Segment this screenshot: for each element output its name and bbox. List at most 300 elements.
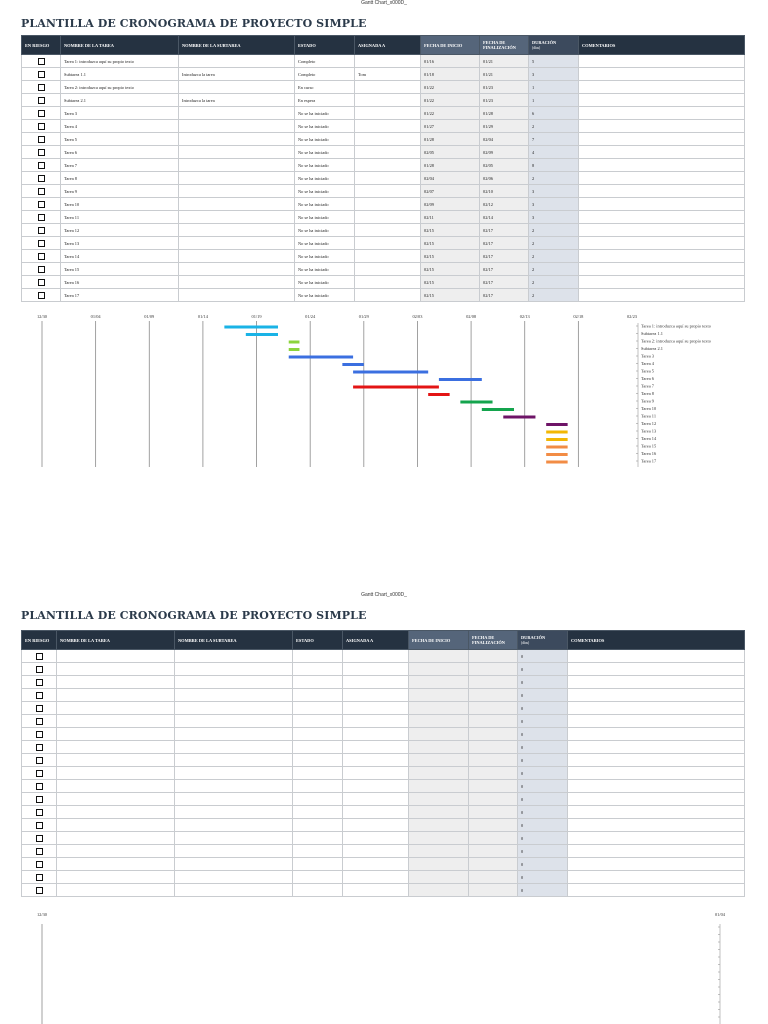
status-cell[interactable] <box>293 754 343 767</box>
at-risk-checkbox[interactable] <box>38 71 45 78</box>
subtask-name-cell[interactable] <box>179 107 295 120</box>
subtask-name-cell[interactable] <box>179 55 295 68</box>
task-name-cell[interactable]: Tarea 7 <box>61 159 179 172</box>
duration-cell[interactable]: 3 <box>529 211 579 224</box>
duration-cell[interactable]: 5 <box>529 55 579 68</box>
assigned-to-cell[interactable] <box>343 871 409 884</box>
end-date-cell[interactable] <box>469 767 518 780</box>
status-cell[interactable] <box>293 806 343 819</box>
assigned-to-cell[interactable] <box>355 198 421 211</box>
subtask-name-cell[interactable] <box>175 767 293 780</box>
subtask-name-cell[interactable] <box>179 250 295 263</box>
task-name-cell[interactable] <box>57 767 175 780</box>
start-date-cell[interactable] <box>409 819 469 832</box>
at-risk-checkbox[interactable] <box>36 835 43 842</box>
comments-cell[interactable] <box>568 806 745 819</box>
status-cell[interactable] <box>293 663 343 676</box>
subtask-name-cell[interactable] <box>175 780 293 793</box>
comments-cell[interactable] <box>579 224 745 237</box>
assigned-to-cell[interactable] <box>355 211 421 224</box>
duration-cell[interactable]: 2 <box>529 224 579 237</box>
end-date-cell[interactable]: 02/17 <box>480 237 529 250</box>
assigned-to-cell[interactable] <box>343 884 409 897</box>
start-date-cell[interactable]: 02/15 <box>421 250 480 263</box>
subtask-name-cell[interactable] <box>175 871 293 884</box>
duration-cell[interactable]: 2 <box>529 120 579 133</box>
start-date-cell[interactable] <box>409 650 469 663</box>
status-cell[interactable] <box>293 858 343 871</box>
status-cell[interactable]: No se ha iniciado <box>295 211 355 224</box>
comments-cell[interactable] <box>568 702 745 715</box>
task-name-cell[interactable]: Tarea 14 <box>61 250 179 263</box>
task-name-cell[interactable] <box>57 780 175 793</box>
assigned-to-cell[interactable] <box>343 663 409 676</box>
comments-cell[interactable] <box>579 68 745 81</box>
assigned-to-cell[interactable] <box>355 263 421 276</box>
comments-cell[interactable] <box>579 289 745 302</box>
at-risk-checkbox[interactable] <box>36 796 43 803</box>
at-risk-checkbox[interactable] <box>36 731 43 738</box>
start-date-cell[interactable]: 02/05 <box>421 146 480 159</box>
assigned-to-cell[interactable] <box>355 224 421 237</box>
task-name-cell[interactable] <box>57 793 175 806</box>
end-date-cell[interactable]: 02/06 <box>480 172 529 185</box>
duration-cell[interactable]: 3 <box>529 68 579 81</box>
start-date-cell[interactable]: 01/22 <box>421 107 480 120</box>
start-date-cell[interactable] <box>409 780 469 793</box>
comments-cell[interactable] <box>568 663 745 676</box>
task-name-cell[interactable] <box>57 650 175 663</box>
at-risk-checkbox[interactable] <box>38 292 45 299</box>
comments-cell[interactable] <box>568 650 745 663</box>
subtask-name-cell[interactable] <box>179 159 295 172</box>
assigned-to-cell[interactable] <box>343 650 409 663</box>
at-risk-checkbox[interactable] <box>38 162 45 169</box>
start-date-cell[interactable] <box>409 728 469 741</box>
duration-cell[interactable]: 0 <box>518 689 568 702</box>
subtask-name-cell[interactable] <box>179 81 295 94</box>
subtask-name-cell[interactable] <box>179 211 295 224</box>
assigned-to-cell[interactable] <box>343 819 409 832</box>
end-date-cell[interactable]: 02/05 <box>480 159 529 172</box>
end-date-cell[interactable]: 02/17 <box>480 224 529 237</box>
at-risk-checkbox[interactable] <box>36 666 43 673</box>
assigned-to-cell[interactable] <box>343 845 409 858</box>
assigned-to-cell[interactable] <box>343 689 409 702</box>
at-risk-checkbox[interactable] <box>38 84 45 91</box>
comments-cell[interactable] <box>579 81 745 94</box>
end-date-cell[interactable] <box>469 793 518 806</box>
task-name-cell[interactable] <box>57 858 175 871</box>
at-risk-checkbox[interactable] <box>38 253 45 260</box>
assigned-to-cell[interactable] <box>355 237 421 250</box>
assigned-to-cell[interactable] <box>343 767 409 780</box>
status-cell[interactable] <box>293 741 343 754</box>
start-date-cell[interactable]: 01/16 <box>421 55 480 68</box>
comments-cell[interactable] <box>579 172 745 185</box>
start-date-cell[interactable]: 02/09 <box>421 198 480 211</box>
comments-cell[interactable] <box>579 159 745 172</box>
assigned-to-cell[interactable] <box>343 715 409 728</box>
comments-cell[interactable] <box>579 237 745 250</box>
end-date-cell[interactable] <box>469 702 518 715</box>
start-date-cell[interactable] <box>409 845 469 858</box>
at-risk-checkbox[interactable] <box>36 744 43 751</box>
at-risk-checkbox[interactable] <box>36 679 43 686</box>
start-date-cell[interactable]: 02/15 <box>421 276 480 289</box>
comments-cell[interactable] <box>568 780 745 793</box>
duration-cell[interactable]: 0 <box>518 715 568 728</box>
task-name-cell[interactable] <box>57 819 175 832</box>
subtask-name-cell[interactable] <box>175 689 293 702</box>
subtask-name-cell[interactable] <box>179 133 295 146</box>
at-risk-checkbox[interactable] <box>38 136 45 143</box>
subtask-name-cell[interactable] <box>179 263 295 276</box>
start-date-cell[interactable] <box>409 871 469 884</box>
end-date-cell[interactable]: 02/10 <box>480 185 529 198</box>
subtask-name-cell[interactable] <box>175 832 293 845</box>
at-risk-checkbox[interactable] <box>38 175 45 182</box>
start-date-cell[interactable]: 02/15 <box>421 237 480 250</box>
end-date-cell[interactable]: 02/17 <box>480 276 529 289</box>
task-name-cell[interactable]: Tarea 13 <box>61 237 179 250</box>
status-cell[interactable]: No se ha iniciado <box>295 263 355 276</box>
subtask-name-cell[interactable]: Introduzca la tarea <box>179 94 295 107</box>
task-name-cell[interactable]: Tarea 2: introduzca aquí su propio texto <box>61 81 179 94</box>
status-cell[interactable]: No se ha iniciado <box>295 172 355 185</box>
duration-cell[interactable]: 3 <box>529 198 579 211</box>
at-risk-checkbox[interactable] <box>36 874 43 881</box>
comments-cell[interactable] <box>568 832 745 845</box>
start-date-cell[interactable] <box>409 754 469 767</box>
task-name-cell[interactable]: Tarea 1: introduzca aquí su propio texto <box>61 55 179 68</box>
task-name-cell[interactable]: Tarea 9 <box>61 185 179 198</box>
task-name-cell[interactable]: Tarea 17 <box>61 289 179 302</box>
end-date-cell[interactable]: 02/17 <box>480 289 529 302</box>
at-risk-checkbox[interactable] <box>36 861 43 868</box>
end-date-cell[interactable]: 02/04 <box>480 133 529 146</box>
comments-cell[interactable] <box>579 263 745 276</box>
subtask-name-cell[interactable] <box>175 806 293 819</box>
task-name-cell[interactable]: Tarea 12 <box>61 224 179 237</box>
start-date-cell[interactable] <box>409 793 469 806</box>
task-name-cell[interactable]: Tarea 15 <box>61 263 179 276</box>
start-date-cell[interactable] <box>409 858 469 871</box>
subtask-name-cell[interactable] <box>175 676 293 689</box>
comments-cell[interactable] <box>568 741 745 754</box>
task-name-cell[interactable] <box>57 702 175 715</box>
start-date-cell[interactable]: 02/07 <box>421 185 480 198</box>
end-date-cell[interactable]: 01/21 <box>480 68 529 81</box>
start-date-cell[interactable]: 01/28 <box>421 133 480 146</box>
at-risk-checkbox[interactable] <box>38 123 45 130</box>
start-date-cell[interactable] <box>409 689 469 702</box>
end-date-cell[interactable]: 01/21 <box>480 55 529 68</box>
end-date-cell[interactable]: 02/17 <box>480 250 529 263</box>
end-date-cell[interactable]: 01/28 <box>480 107 529 120</box>
end-date-cell[interactable]: 02/17 <box>480 263 529 276</box>
status-cell[interactable] <box>293 871 343 884</box>
start-date-cell[interactable] <box>409 767 469 780</box>
duration-cell[interactable]: 0 <box>518 871 568 884</box>
subtask-name-cell[interactable] <box>175 884 293 897</box>
duration-cell[interactable]: 0 <box>518 702 568 715</box>
duration-cell[interactable]: 2 <box>529 237 579 250</box>
status-cell[interactable] <box>293 650 343 663</box>
end-date-cell[interactable] <box>469 780 518 793</box>
subtask-name-cell[interactable]: Introduzca la tarea <box>179 68 295 81</box>
duration-cell[interactable]: 2 <box>529 289 579 302</box>
comments-cell[interactable] <box>568 754 745 767</box>
task-name-cell[interactable]: Subtarea 2.1 <box>61 94 179 107</box>
task-name-cell[interactable] <box>57 728 175 741</box>
at-risk-checkbox[interactable] <box>38 227 45 234</box>
end-date-cell[interactable]: 01/23 <box>480 81 529 94</box>
subtask-name-cell[interactable] <box>179 224 295 237</box>
subtask-name-cell[interactable] <box>175 858 293 871</box>
start-date-cell[interactable] <box>409 806 469 819</box>
end-date-cell[interactable] <box>469 741 518 754</box>
task-name-cell[interactable]: Tarea 6 <box>61 146 179 159</box>
end-date-cell[interactable] <box>469 858 518 871</box>
duration-cell[interactable]: 4 <box>529 146 579 159</box>
comments-cell[interactable] <box>568 767 745 780</box>
subtask-name-cell[interactable] <box>175 754 293 767</box>
start-date-cell[interactable] <box>409 715 469 728</box>
assigned-to-cell[interactable] <box>355 81 421 94</box>
at-risk-checkbox[interactable] <box>38 214 45 221</box>
comments-cell[interactable] <box>568 858 745 871</box>
start-date-cell[interactable] <box>409 676 469 689</box>
task-name-cell[interactable] <box>57 663 175 676</box>
duration-cell[interactable]: 2 <box>529 276 579 289</box>
end-date-cell[interactable] <box>469 884 518 897</box>
comments-cell[interactable] <box>568 728 745 741</box>
end-date-cell[interactable] <box>469 845 518 858</box>
task-name-cell[interactable]: Tarea 16 <box>61 276 179 289</box>
status-cell[interactable]: No se ha iniciado <box>295 146 355 159</box>
duration-cell[interactable]: 0 <box>518 858 568 871</box>
status-cell[interactable] <box>293 884 343 897</box>
task-name-cell[interactable]: Tarea 5 <box>61 133 179 146</box>
assigned-to-cell[interactable] <box>355 133 421 146</box>
duration-cell[interactable]: 0 <box>518 819 568 832</box>
assigned-to-cell[interactable] <box>343 858 409 871</box>
status-cell[interactable]: No se ha iniciado <box>295 159 355 172</box>
start-date-cell[interactable]: 01/28 <box>421 159 480 172</box>
assigned-to-cell[interactable] <box>343 754 409 767</box>
end-date-cell[interactable] <box>469 832 518 845</box>
duration-cell[interactable]: 1 <box>529 94 579 107</box>
assigned-to-cell[interactable] <box>355 159 421 172</box>
start-date-cell[interactable]: 01/22 <box>421 81 480 94</box>
task-name-cell[interactable] <box>57 832 175 845</box>
status-cell[interactable] <box>293 728 343 741</box>
task-name-cell[interactable]: Subtarea 1.1 <box>61 68 179 81</box>
at-risk-checkbox[interactable] <box>36 705 43 712</box>
assigned-to-cell[interactable] <box>343 741 409 754</box>
subtask-name-cell[interactable] <box>179 120 295 133</box>
subtask-name-cell[interactable] <box>179 172 295 185</box>
comments-cell[interactable] <box>579 55 745 68</box>
status-cell[interactable]: No se ha iniciado <box>295 120 355 133</box>
assigned-to-cell[interactable] <box>355 120 421 133</box>
assigned-to-cell[interactable] <box>343 793 409 806</box>
start-date-cell[interactable]: 01/18 <box>421 68 480 81</box>
start-date-cell[interactable] <box>409 741 469 754</box>
comments-cell[interactable] <box>568 676 745 689</box>
comments-cell[interactable] <box>579 185 745 198</box>
task-name-cell[interactable] <box>57 689 175 702</box>
duration-cell[interactable]: 0 <box>518 806 568 819</box>
at-risk-checkbox[interactable] <box>38 97 45 104</box>
subtask-name-cell[interactable] <box>175 793 293 806</box>
comments-cell[interactable] <box>568 871 745 884</box>
duration-cell[interactable]: 0 <box>518 650 568 663</box>
duration-cell[interactable]: 2 <box>529 250 579 263</box>
duration-cell[interactable]: 0 <box>518 728 568 741</box>
end-date-cell[interactable] <box>469 676 518 689</box>
status-cell[interactable] <box>293 715 343 728</box>
end-date-cell[interactable] <box>469 728 518 741</box>
comments-cell[interactable] <box>579 276 745 289</box>
start-date-cell[interactable]: 02/15 <box>421 224 480 237</box>
start-date-cell[interactable]: 01/27 <box>421 120 480 133</box>
status-cell[interactable]: No se ha iniciado <box>295 185 355 198</box>
comments-cell[interactable] <box>579 198 745 211</box>
at-risk-checkbox[interactable] <box>38 58 45 65</box>
task-name-cell[interactable] <box>57 676 175 689</box>
assigned-to-cell[interactable] <box>343 676 409 689</box>
duration-cell[interactable]: 2 <box>529 263 579 276</box>
status-cell[interactable]: No se ha iniciado <box>295 237 355 250</box>
comments-cell[interactable] <box>568 819 745 832</box>
duration-cell[interactable]: 0 <box>518 663 568 676</box>
at-risk-checkbox[interactable] <box>38 110 45 117</box>
duration-cell[interactable]: 3 <box>529 185 579 198</box>
status-cell[interactable] <box>293 819 343 832</box>
status-cell[interactable] <box>293 767 343 780</box>
at-risk-checkbox[interactable] <box>36 822 43 829</box>
at-risk-checkbox[interactable] <box>36 887 43 894</box>
subtask-name-cell[interactable] <box>175 650 293 663</box>
at-risk-checkbox[interactable] <box>38 149 45 156</box>
end-date-cell[interactable]: 02/12 <box>480 198 529 211</box>
end-date-cell[interactable] <box>469 689 518 702</box>
task-name-cell[interactable]: Tarea 10 <box>61 198 179 211</box>
status-cell[interactable]: En espera <box>295 94 355 107</box>
subtask-name-cell[interactable] <box>179 185 295 198</box>
status-cell[interactable] <box>293 689 343 702</box>
duration-cell[interactable]: 0 <box>518 780 568 793</box>
duration-cell[interactable]: 0 <box>518 793 568 806</box>
subtask-name-cell[interactable] <box>175 728 293 741</box>
at-risk-checkbox[interactable] <box>36 757 43 764</box>
at-risk-checkbox[interactable] <box>38 240 45 247</box>
status-cell[interactable]: Completo <box>295 55 355 68</box>
status-cell[interactable]: Completo <box>295 68 355 81</box>
status-cell[interactable]: No se ha iniciado <box>295 276 355 289</box>
subtask-name-cell[interactable] <box>175 663 293 676</box>
status-cell[interactable] <box>293 793 343 806</box>
end-date-cell[interactable] <box>469 663 518 676</box>
duration-cell[interactable]: 0 <box>518 884 568 897</box>
task-name-cell[interactable] <box>57 741 175 754</box>
status-cell[interactable]: No se ha iniciado <box>295 133 355 146</box>
end-date-cell[interactable] <box>469 715 518 728</box>
assigned-to-cell[interactable] <box>355 289 421 302</box>
start-date-cell[interactable]: 02/11 <box>421 211 480 224</box>
subtask-name-cell[interactable] <box>175 702 293 715</box>
start-date-cell[interactable] <box>409 663 469 676</box>
assigned-to-cell[interactable] <box>355 172 421 185</box>
end-date-cell[interactable] <box>469 754 518 767</box>
assigned-to-cell[interactable] <box>343 806 409 819</box>
task-name-cell[interactable] <box>57 806 175 819</box>
duration-cell[interactable]: 0 <box>518 767 568 780</box>
at-risk-checkbox[interactable] <box>38 188 45 195</box>
subtask-name-cell[interactable] <box>175 845 293 858</box>
assigned-to-cell[interactable] <box>355 276 421 289</box>
duration-cell[interactable]: 7 <box>529 133 579 146</box>
duration-cell[interactable]: 1 <box>529 81 579 94</box>
assigned-to-cell[interactable] <box>343 832 409 845</box>
status-cell[interactable]: No se ha iniciado <box>295 107 355 120</box>
task-name-cell[interactable]: Tarea 11 <box>61 211 179 224</box>
status-cell[interactable] <box>293 676 343 689</box>
assigned-to-cell[interactable] <box>355 250 421 263</box>
comments-cell[interactable] <box>568 793 745 806</box>
status-cell[interactable] <box>293 780 343 793</box>
start-date-cell[interactable] <box>409 884 469 897</box>
subtask-name-cell[interactable] <box>179 198 295 211</box>
at-risk-checkbox[interactable] <box>36 809 43 816</box>
at-risk-checkbox[interactable] <box>36 653 43 660</box>
duration-cell[interactable]: 0 <box>518 676 568 689</box>
status-cell[interactable]: No se ha iniciado <box>295 289 355 302</box>
start-date-cell[interactable]: 02/04 <box>421 172 480 185</box>
end-date-cell[interactable]: 01/29 <box>480 120 529 133</box>
assigned-to-cell[interactable] <box>355 94 421 107</box>
status-cell[interactable] <box>293 832 343 845</box>
at-risk-checkbox[interactable] <box>36 692 43 699</box>
status-cell[interactable]: No se ha iniciado <box>295 198 355 211</box>
task-name-cell[interactable] <box>57 754 175 767</box>
at-risk-checkbox[interactable] <box>38 266 45 273</box>
duration-cell[interactable]: 0 <box>518 741 568 754</box>
end-date-cell[interactable]: 02/09 <box>480 146 529 159</box>
at-risk-checkbox[interactable] <box>38 279 45 286</box>
subtask-name-cell[interactable] <box>175 819 293 832</box>
end-date-cell[interactable] <box>469 650 518 663</box>
duration-cell[interactable]: 0 <box>518 832 568 845</box>
status-cell[interactable]: En curso <box>295 81 355 94</box>
start-date-cell[interactable]: 02/15 <box>421 263 480 276</box>
comments-cell[interactable] <box>568 715 745 728</box>
task-name-cell[interactable]: Tarea 4 <box>61 120 179 133</box>
assigned-to-cell[interactable]: Tom <box>355 68 421 81</box>
duration-cell[interactable]: 8 <box>529 159 579 172</box>
status-cell[interactable] <box>293 702 343 715</box>
at-risk-checkbox[interactable] <box>36 783 43 790</box>
comments-cell[interactable] <box>579 133 745 146</box>
at-risk-checkbox[interactable] <box>36 848 43 855</box>
at-risk-checkbox[interactable] <box>38 201 45 208</box>
comments-cell[interactable] <box>579 94 745 107</box>
assigned-to-cell[interactable] <box>343 780 409 793</box>
assigned-to-cell[interactable] <box>343 702 409 715</box>
comments-cell[interactable] <box>579 250 745 263</box>
